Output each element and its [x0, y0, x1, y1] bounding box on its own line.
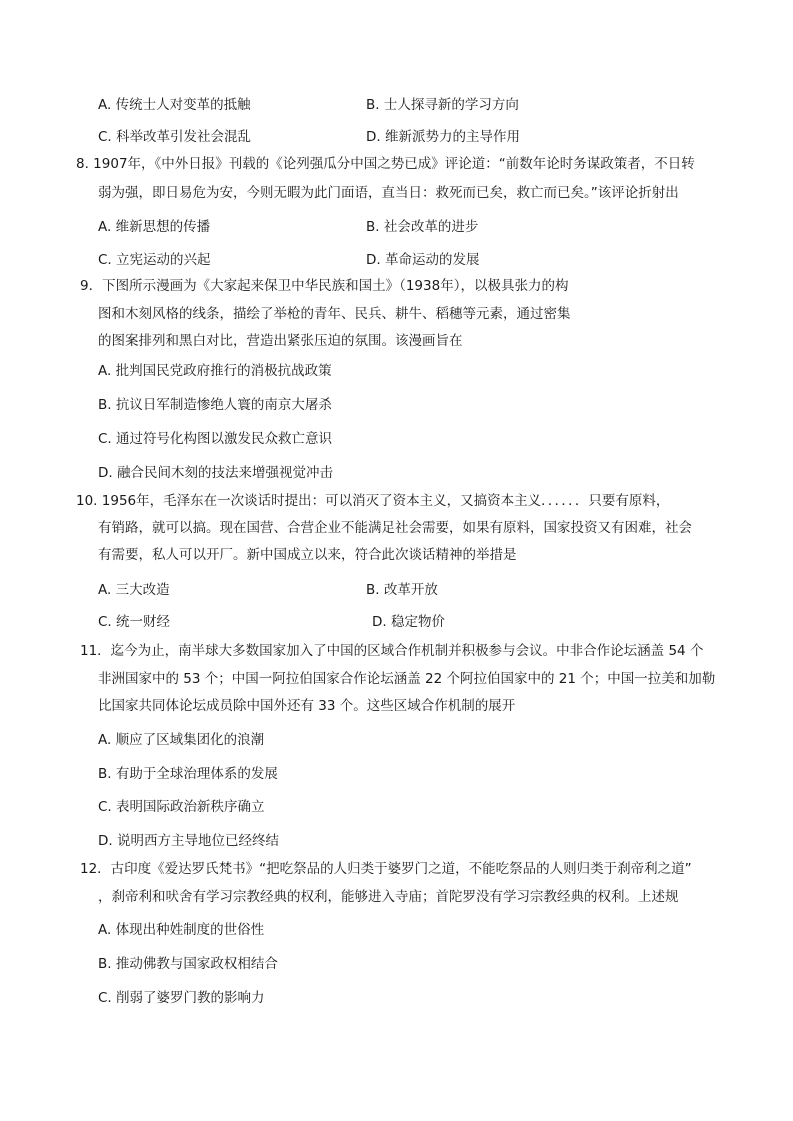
q12-option-a: A. 体现出种姓制度的世俗性	[98, 922, 265, 938]
q12-stem-line-2: ，刹帝利和吠舍有学习宗教经典的权利，能够进入寺庙；首陀罗没有学习宗教经典的权利。上述规	[98, 889, 679, 905]
q11-option-a: A. 顺应了区域集团化的浪潮	[98, 732, 265, 748]
q10-option-a: A. 三大改造	[98, 582, 170, 598]
q9-option-a: A. 批判国民党政府推行的消极抗战政策	[98, 363, 332, 379]
q11-stem-line-2: 非洲国家中的 53 个；中国一阿拉伯国家合作论坛涵盖 22 个阿拉伯国家中的 21 个；中国一拉美和加勒	[98, 671, 716, 687]
q9-stem-line-1: 9．下图所示漫画为《大家起来保卫中华民族和国土》（1938年），以极具张力的构	[80, 278, 569, 294]
q7-option-a: A. 传统士人对变革的抵触	[98, 97, 251, 113]
q10-stem-line-1: 10. 1956年，毛泽东在一次谈话时提出：可以消灭了资本主义，又搞资本主义．．．．．．只要有原料，	[76, 493, 670, 509]
q8-option-b: B. 社会改革的进步	[366, 219, 479, 235]
q11-stem-line-3: 比国家共同体论坛成员除中国外还有 33 个。这些区域合作机制的展开	[98, 698, 516, 714]
q11-option-d: D. 说明西方主导地位已经终结	[98, 833, 279, 849]
q7-option-b: B. 士人探寻新的学习方向	[366, 97, 519, 113]
q10-stem-line-2: 有销路，就可以搞。现在国营、合营企业不能满足社会需要，如果有原料，国家投资又有困难，社会	[98, 520, 692, 536]
q10-stem-line-3: 有需要，私人可以开厂。新中国成立以来，符合此次谈话精神的举措是	[98, 547, 517, 563]
q11-option-c: C. 表明国际政治新秩序确立	[98, 799, 265, 815]
q7-option-d: D. 维新派势力的主导作用	[366, 129, 520, 145]
q8-stem-line-2: 弱为强，即日易危为安，今则无暇为此门面语，直当日：救死而已矣，救亡而已矣。”该评论折射出	[98, 185, 679, 201]
q12-stem-line-1: 12．古印度《爱达罗氏梵书》“把吃祭品的人归类于婆罗门之道，不能吃祭品的人则归类于刹帝利之道”	[80, 861, 692, 877]
q9-option-b: B. 抗议日军制造惨绝人寰的南京大屠杀	[98, 397, 332, 413]
q12-option-b: B. 推动佛教与国家政权相结合	[98, 956, 278, 972]
q11-stem-line-1: 11．迄今为止，南半球大多数国家加入了中国的区域合作机制并积极参与会议。中非合作论坛涵盖 54 个	[80, 643, 704, 659]
q10-option-c: C. 统一财经	[98, 614, 171, 630]
q9-stem-line-3: 的图案排列和黑白对比，营造出紧张压迫的氛围。该漫画旨在	[98, 333, 463, 349]
q9-stem-line-2: 图和木刻风格的线条，描绘了举枪的青年、民兵、耕牛、稻穗等元素，通过密集	[98, 306, 571, 322]
q10-option-b: B. 改革开放	[366, 582, 438, 598]
q9-option-d: D. 融合民间木刻的技法来增强视觉冲击	[98, 465, 333, 481]
q8-stem-line-1: 8. 1907年，《中外日报》刊载的《论列强瓜分中国之势已成》评论道：“前数年论时务谋政策者，不日转	[76, 156, 695, 172]
q7-option-c: C. 科举改革引发社会混乱	[98, 129, 252, 145]
q8-option-c: C. 立宪运动的兴起	[98, 252, 211, 268]
q12-option-c: C. 削弱了婆罗门教的影响力	[98, 990, 265, 1006]
q10-option-d: D. 稳定物价	[372, 614, 445, 630]
q9-option-c: C. 通过符号化构图以激发民众救亡意识	[98, 431, 333, 447]
q8-option-a: A. 维新思想的传播	[98, 219, 211, 235]
q11-option-b: B. 有助于全球治理体系的发展	[98, 766, 278, 782]
q8-option-d: D. 革命运动的发展	[366, 252, 480, 268]
